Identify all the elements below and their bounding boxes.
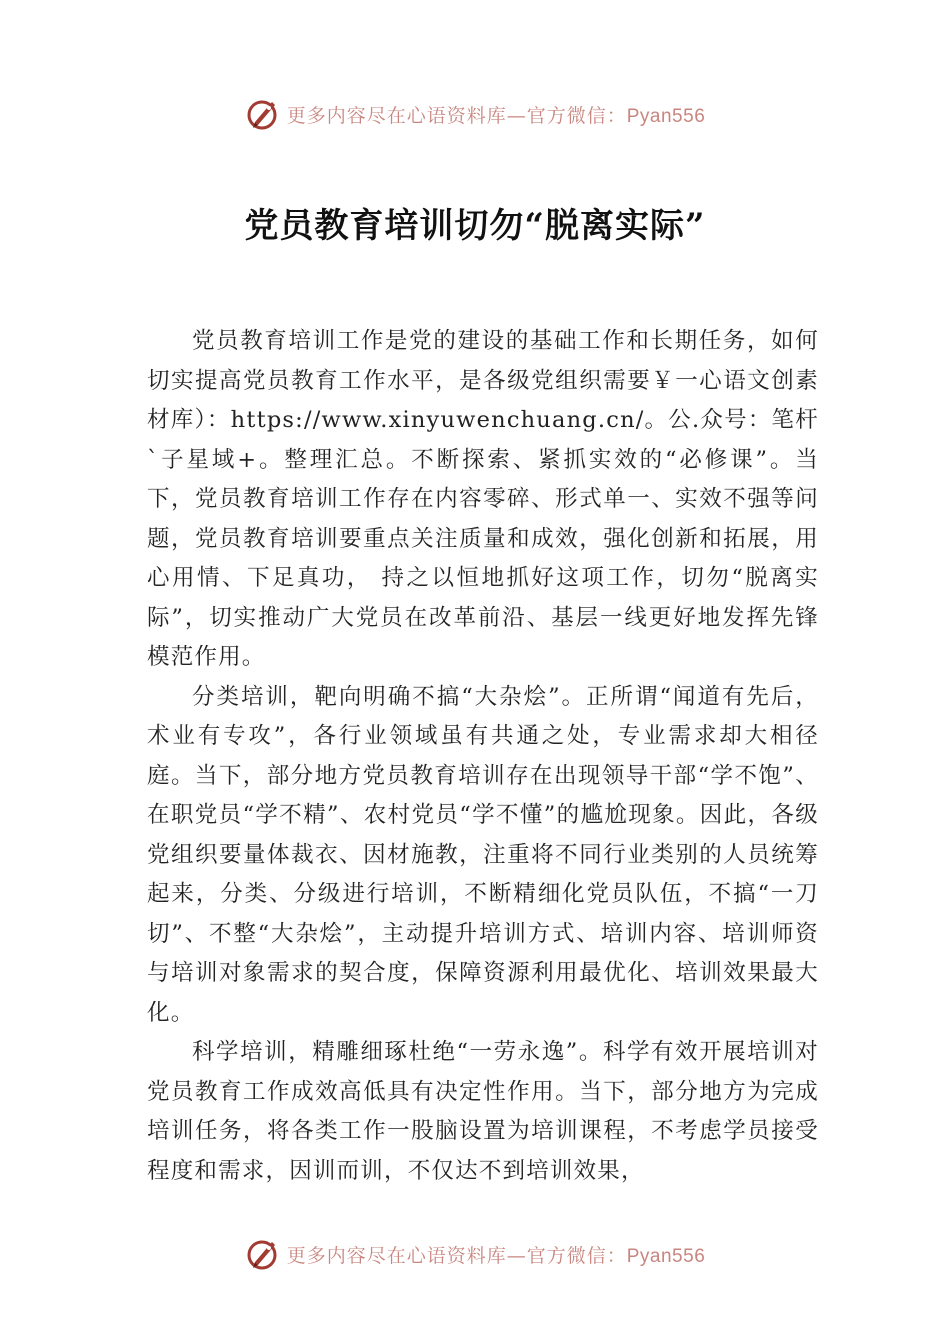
footer-banner-text — [287, 1241, 706, 1268]
header-banner-label: 更多内容尽在心语资料库—官方微信： — [286, 104, 627, 127]
body-paragraph: 科学培训，精雕细琢杜绝“一劳永逸”。科学有效开展培训对党员教育工作成效高低具有决定性作用。当下，部分地方为完成培训任务，将各类工作一股脑设置为培训课程，不考虑学员接受程度和需求，因训而训，不仅达不到培训效果， — [147, 1039, 819, 1184]
brush-logo-icon — [245, 1236, 281, 1272]
body-paragraph: 党员教育培训工作是党的建设的基础工作和长期任务，如何切实提高党员教育工作水平，是各级党组织需要￥一心语文创素材库）：https://www.xinyuwenchuang.cn/。公.众号：笔杆`子星域+。整理汇总。不断探索、紧抓实效的“必修课”。当下，党员教育培训工作存在内容零碎、形式单一、实效不强等问题，党员教育培训要重点关注质量和成效，强化创新和拓展，用心用情、下足真功， 持之以恒地抓好这项工作，切勿“脱离实际”，切实推动广大党员在改革前沿、基层一线更好地发挥先锋模范作用。 — [147, 328, 819, 670]
document-body — [147, 322, 819, 1191]
header-banner — [0, 94, 950, 134]
footer-banner-label: 更多内容尽在心语资料库—官方微信： — [286, 1244, 627, 1267]
header-wechat-id: Pyan556 — [626, 105, 706, 127]
document-title: 党员教育培训切勿“脱离实际” — [244, 206, 706, 246]
header-banner-text — [287, 101, 706, 128]
footer-wechat-id: Pyan556 — [626, 1245, 706, 1267]
body-paragraph: 分类培训，靶向明确不搞“大杂烩”。正所谓“闻道有先后，术业有专攻”，各行业领域虽有共通之处，专业需求却大相径庭。当下，部分地方党员教育培训存在出现领导干部“学不饱”、在职党员“学不精”、农村党员“学不懂”的尴尬现象。因此，各级党组织要量体裁衣、因材施教，注重将不同行业类别的人员统筹起来，分类、分级进行培训，不断精细化党员队伍，不搞“一刀切”、不整“大杂烩”，主动提升培训方式、培训内容、培训师资与培训对象需求的契合度，保障资源利用最优化、培训效果最大化。 — [147, 683, 819, 1026]
footer-banner — [0, 1234, 950, 1274]
brush-logo-icon — [245, 96, 281, 132]
